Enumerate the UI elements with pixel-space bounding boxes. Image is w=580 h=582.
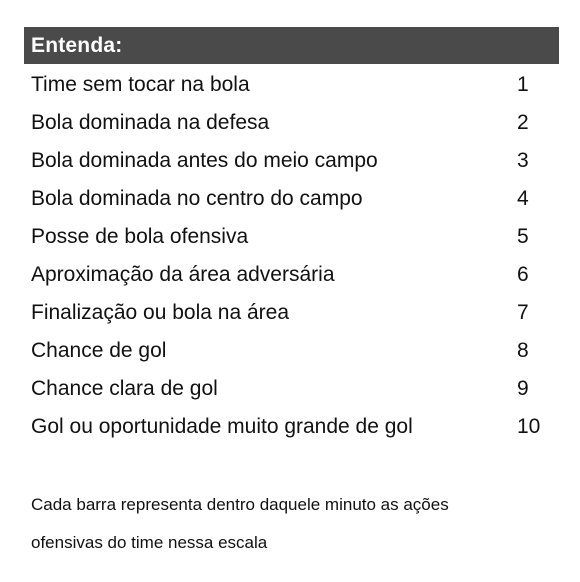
scale-row-value: 2 — [517, 111, 529, 134]
scale-row — [31, 142, 551, 180]
scale-row-value: 10 — [517, 415, 541, 438]
scale-row — [31, 332, 551, 370]
scale-row-label: Chance clara de gol — [31, 377, 218, 400]
scale-row — [31, 180, 551, 218]
scale-row-value: 3 — [517, 149, 529, 172]
scale-row-label: Aproximação da área adversária — [31, 263, 335, 286]
legend-header — [24, 27, 559, 64]
scale-row — [31, 66, 551, 104]
explanatory-note — [31, 486, 571, 562]
scale-row-label: Posse de bola ofensiva — [31, 225, 249, 248]
scale-row-label: Gol ou oportunidade muito grande de gol — [31, 415, 413, 438]
scale-row-value: 7 — [517, 301, 529, 324]
scale-row — [31, 294, 551, 332]
scale-row — [31, 104, 551, 142]
scale-row-label: Finalização ou bola na área — [31, 301, 290, 324]
note-line-2: ofensivas do time nessa escala — [31, 533, 268, 552]
scale-row-label: Bola dominada na defesa — [31, 111, 270, 134]
scale-row-label: Time sem tocar na bola — [31, 73, 250, 96]
scale-row-label: Chance de gol — [31, 339, 167, 362]
scale-row-label: Bola dominada no centro do campo — [31, 187, 363, 210]
scale-row-value: 6 — [517, 263, 529, 286]
note-line-1: Cada barra representa dentro daquele minuto as ações — [31, 495, 449, 514]
scale-row-value: 1 — [517, 73, 529, 96]
scale-row-value: 5 — [517, 225, 529, 248]
scale-row-value: 9 — [517, 377, 529, 400]
scale-row — [31, 256, 551, 294]
scale-row — [31, 218, 551, 256]
scale-row — [31, 408, 551, 446]
scale-legend-list — [31, 66, 551, 446]
scale-row-value: 4 — [517, 187, 529, 210]
scale-row-label: Bola dominada antes do meio campo — [31, 149, 378, 172]
legend-title: Entenda: — [31, 33, 123, 57]
scale-row-value: 8 — [517, 339, 529, 362]
scale-row — [31, 370, 551, 408]
